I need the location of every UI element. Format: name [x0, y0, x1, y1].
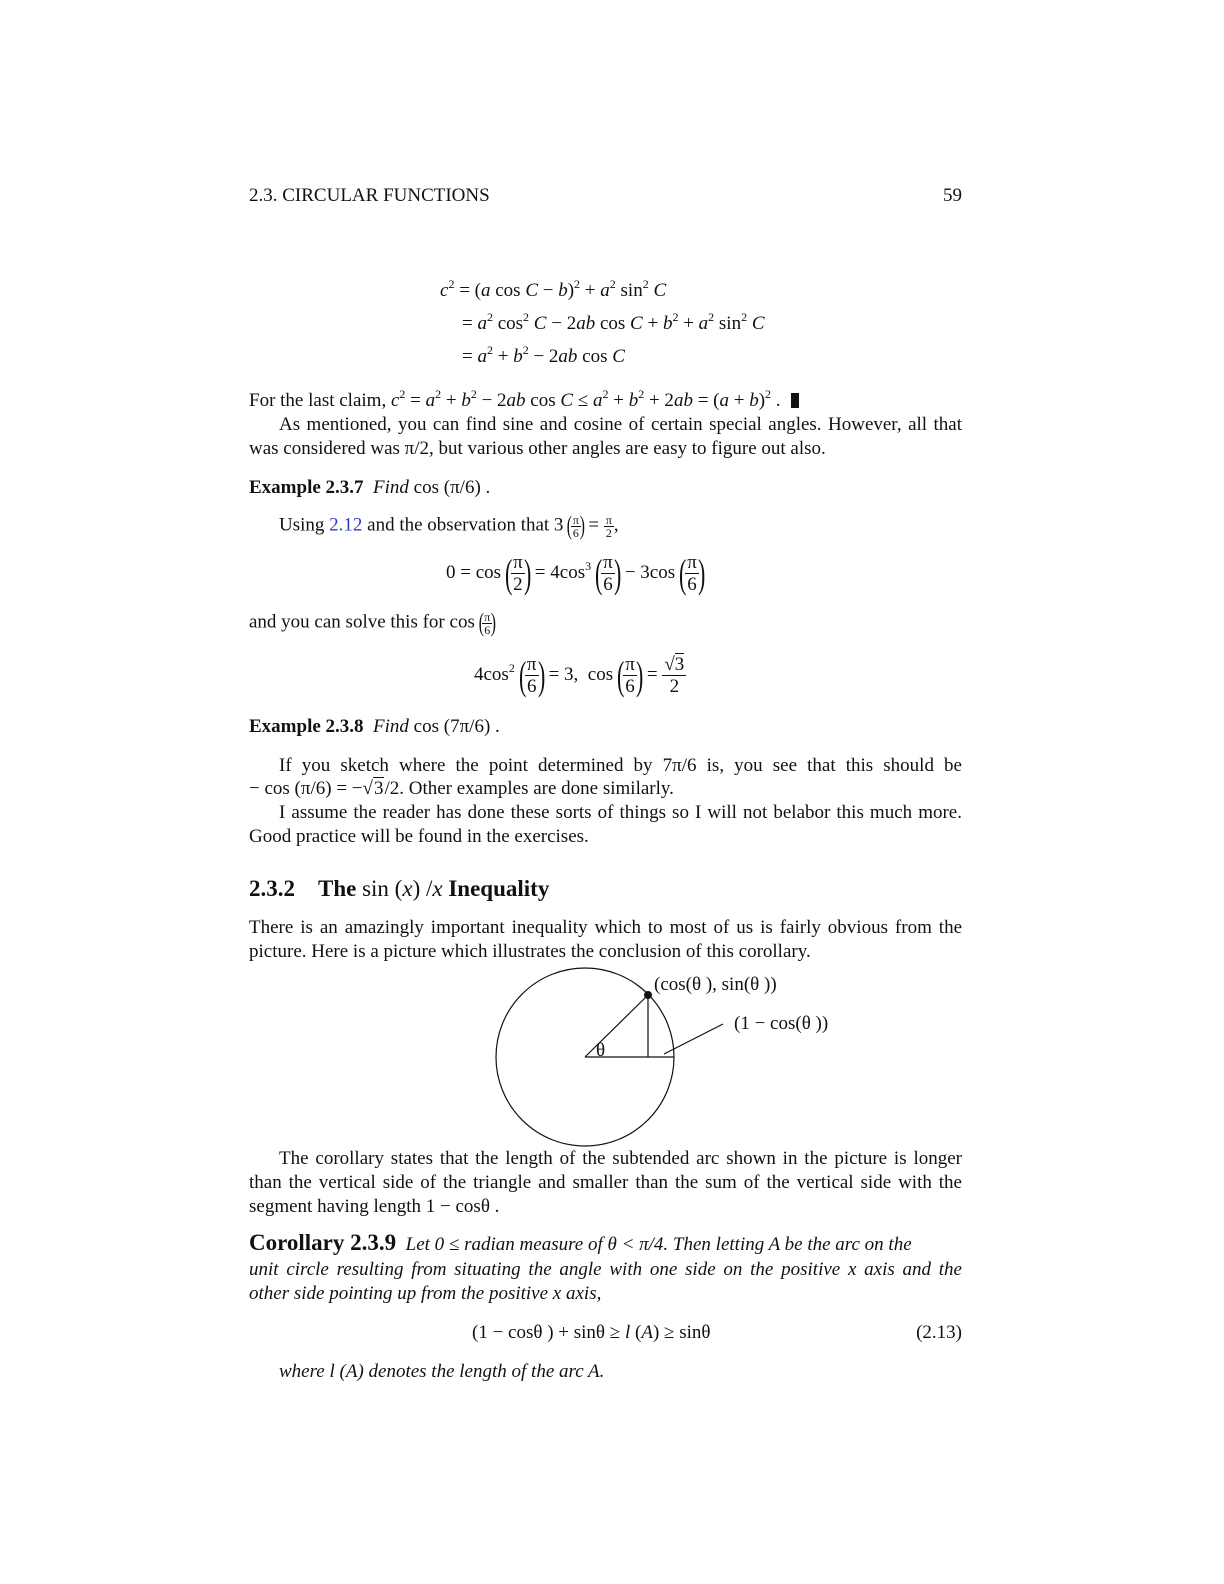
example-2-3-7-heading: Example 2.3.7 Find cos (π/6) . — [249, 477, 491, 498]
equation-line-1: $c^2 = (a$ $\cos C - b)^2 + a^2$ $\sin^2 C$ — [440, 277, 667, 301]
example-2-3-8-heading: Example 2.3.8 Find cos (7π/6) . — [249, 716, 500, 737]
example-2-3-8-line-2: − cos (π/6) = −√3/2. Other examples are done similarly. — [249, 778, 674, 799]
angle-radius — [585, 995, 648, 1057]
assume-line-2: Good practice will be found in the exercises. — [249, 826, 589, 847]
corollary-equation: (1 − cosθ ) + sinθ ≥ l (A) ≥ sinθ — [472, 1322, 711, 1343]
corollary-text-line-3: segment having length 1 − cosθ . — [249, 1196, 500, 1217]
section-number: 2.3.2 — [249, 876, 295, 901]
as-mentioned-line-2: was considered was π/2, but various other angles are easy to figure out also. — [249, 438, 826, 459]
equation-number: (2.13) — [916, 1322, 962, 1343]
label-pointer — [664, 1024, 723, 1054]
example-2-3-7-result: $4\cos^2$ ( $\frac{\pi}{6}$ ) = 3, cos ( $\frac{\pi}{6}$ ) = $\frac{√3}{2}$ — [474, 652, 685, 698]
point-marker — [644, 991, 652, 999]
example-2-3-7-equation: 0 = cos ( $\frac{\pi}{2}$ ) = $4\cos^3$ ( $\frac{\pi}{6}$ ) − 3cos ( $\frac{\pi}{6}$ ) — [446, 550, 706, 596]
running-header — [249, 184, 490, 208]
corollary-text-line-1: The corollary states that the length of the subtended arc shown in the picture is longer — [279, 1148, 962, 1169]
section-intro-line-2: picture. Here is a picture which illustrates the conclusion of this corollary. — [249, 941, 811, 962]
example-2-3-8-line-1: If you sketch where the point determined by 7π/6 is, you see that this should be — [279, 755, 962, 776]
angle-label: θ — [596, 1040, 606, 1061]
equation-ref-link[interactable]: 2.12 — [329, 514, 363, 536]
equation-line-2: = $a^2$ $\cos^2 C - 2ab$ $\cos C + b^2 + a^2$ $\sin^2 C$ — [462, 310, 765, 334]
qed-square-icon — [791, 393, 799, 408]
corollary-where: where l (A) denotes the length of the arc A. — [279, 1361, 605, 1382]
equation-line-3: = $a^2 + b^2 - 2ab$ cos C — [462, 343, 625, 367]
corollary-label: Corollary 2.3.9 — [249, 1230, 397, 1255]
corollary-2-3-9-line-2: unit circle resulting from situating the angle with one side on the positive x axis and the — [249, 1259, 962, 1280]
assume-line-1: I assume the reader has done these sorts of things so I will not belabor this much more. — [279, 802, 962, 823]
section-heading: 2.3.2 The sin (x) /x Inequality — [249, 876, 550, 901]
as-mentioned-line-1: As mentioned, you can find sine and cosine of certain special angles. However, all that — [279, 414, 962, 435]
corollary-2-3-9-line-3: other side pointing up from the positive x axis, — [249, 1283, 602, 1304]
example-label: Example 2.3.8 — [249, 716, 364, 737]
section-intro-line-1: There is an amazingly important inequality which to most of us is fairly obvious from the — [249, 917, 962, 938]
example-2-3-7-solve-text: and you can solve this for cos ( $\frac{\pi}{6}$ ) — [249, 608, 497, 637]
corollary-text-line-2: than the vertical side of the triangle and smaller than the sum of the vertical side with the — [249, 1172, 962, 1193]
last-claim-paragraph: For the last claim, $c^2 = a^2 + b^2 - 2ab$ $\cos C \le a^2 + b^2 + 2ab = (a + b)^2$ . — [249, 389, 799, 413]
example-2-3-7-using: Using 2.12 and the observation that 3 ( $\frac{\pi}{6}$ ) = $\frac{\pi}{2}$ , — [279, 511, 619, 540]
point-label: (cos(θ ), sin(θ )) — [654, 974, 777, 995]
page-number: 59 — [943, 185, 962, 206]
corollary-2-3-9-line-1: Corollary 2.3.9 Let 0 ≤ radian measure of θ < π/4. Then letting A be the arc on the — [249, 1230, 912, 1255]
example-label: Example 2.3.7 — [249, 477, 364, 498]
segment-label: (1 − cos(θ )) — [734, 1013, 829, 1034]
section-header: 2.3. CIRCULAR FUNCTIONS — [249, 185, 490, 206]
